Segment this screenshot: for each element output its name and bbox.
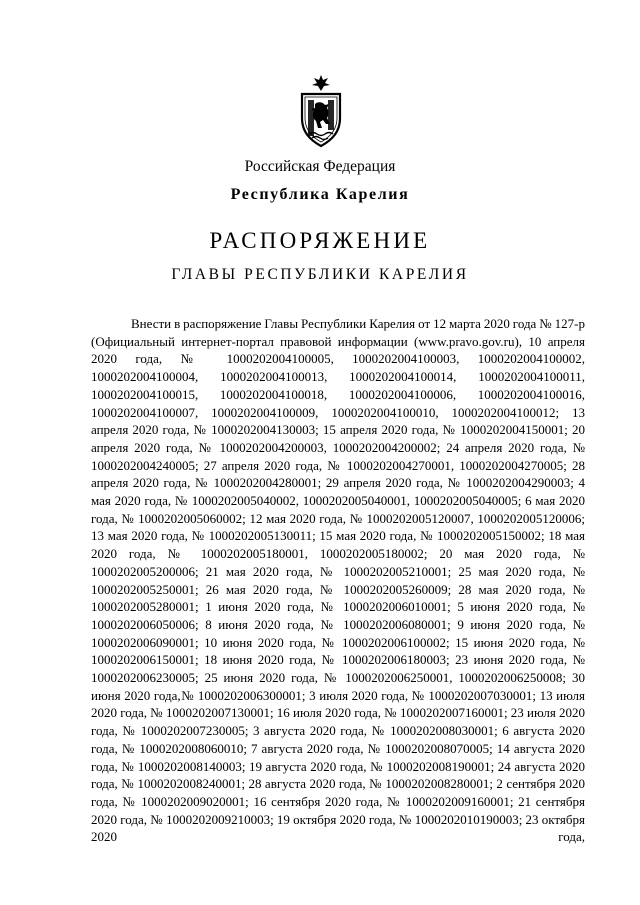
issuer-heading: ГЛАВЫ РЕСПУБЛИКИ КАРЕЛИЯ bbox=[171, 266, 469, 283]
republic-title: Республика Карелия bbox=[230, 186, 410, 203]
karelia-coat-of-arms-icon bbox=[296, 74, 346, 148]
document-type-heading: РАСПОРЯЖЕНИЕ bbox=[209, 228, 431, 253]
order-body-paragraph: Внести в распоряжение Главы Республики Карелия от 12 марта 2020 года № 127-р (Официальный интернет-портал правовой информации (www.pravo.gov.ru), 10 апреля 2020 года, № 1000202004100005, 1000202004100003, 1000202004100002, 1000202004100004, 1000202004100013, 1000202004100014, 1000202004100011, 1000202004100015, 1000202004100018, 1000202004100006, 1000202004100016, 1000202004100007, 1000202004100009, 1000202004100010, 1000202004100012; 13 апреля 2020 года, № 1000202004130003; 15 апреля 2020 года, № 1000202004150001; 20 апреля 2020 года, № 1000202004200003, 1000202004200002; 24 апреля 2020 года, № 1000202004240005; 27 апреля 2020 года, № 1000202004270001, 1000202004270005; 28 апреля 2020 года, № 1000202004280001; 29 апреля 2020 года, № 1000202004290003; 4 мая 2020 года, № 1000202005040002, 1000202005040001, 1000202005040005; 6 мая 2020 года, № 1000202005060002; 12 мая 2020 года, № 1000202005120007, 1000202005120006; 13 мая 2020 года, № 1000202005130011; 15 мая 2020 года, № 1000202005150002; 18 мая 2020 года, № 1000202005180001, 1000202005180002; 20 мая 2020 года, № 1000202005200006; 21 мая 2020 года, № 1000202005210001; 25 мая 2020 года, № 1000202005250001; 26 мая 2020 года, № 1000202005260009; 28 мая 2020 года, № 1000202005280001; 1 июня 2020 года, № 1000202006010001; 5 июня 2020 года, № 1000202006050006; 8 июня 2020 года, № 1000202006080001; 9 июня 2020 года, № 1000202006090001; 10 июня 2020 года, № 1000202006100002; 15 июня 2020 года, № 1000202006150001; 18 июня 2020 года, № 1000202006180003; 23 июня 2020 года, № 1000202006230005; 25 июня 2020 года, № 1000202006250001, 1000202006250008; 30 июня 2020 года,№ 1000202006300001; 3 июля 2020 года, № 1000202007030001; 13 июля 2020 года, № 1000202007130001; 16 июля 2020 года, № 1000202007160001; 23 июля 2020 года, № 1000202007230005; 3 августа 2020 года, № 1000202008030001; 6 августа 2020 года, № 1000202008060010; 7 августа 2020 года, № 1000202008070005; 14 августа 2020 года, № 1000202008140003; 19 августа 2020 года, № 1000202008190001; 24 августа 2020 года, № 1000202008240001; 28 августа 2020 года, № 1000202008280001; 2 сентября 2020 года, № 1000202009020001; 16 сентября 2020 года, № 1000202009160001; 21 сентября 2020 года, № 1000202009210003; 19 октября 2020 года, № 1000202010190003; 23 октября 2020 года, bbox=[91, 316, 585, 845]
federation-title: Российская Федерация bbox=[244, 158, 396, 175]
